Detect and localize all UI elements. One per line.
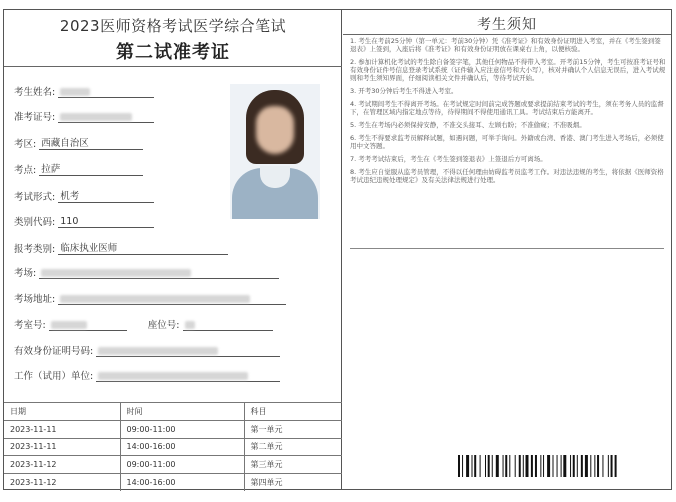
schedule-header-date: 日期	[4, 403, 120, 421]
exam-title: 2023医师资格考试医学综合笔试	[59, 17, 287, 35]
schedule-time: 09:00-11:00	[120, 456, 244, 474]
seat-label: 座位号:	[147, 320, 180, 331]
candidate-photo	[230, 84, 320, 219]
exam-point-value: 拉萨	[39, 161, 143, 176]
category-label: 报考类别:	[14, 244, 56, 255]
notice-item: 1. 考生在考前25分钟（第一单元：考前30分钟）凭《准考证》和有效身份证明进入考室，并在《考生签到签退表》上签到，入座后将《准考证》和有效身份证明放在课桌右上角，以便核验。	[350, 37, 661, 53]
id-number-label: 有效身份证明号码:	[14, 346, 94, 357]
schedule-header-row	[4, 403, 342, 421]
ticket-left-panel	[4, 10, 342, 489]
notice-end-divider	[350, 248, 664, 249]
venue-address-value-redacted	[58, 293, 286, 305]
schedule-subject: 第一单元	[244, 420, 342, 438]
notice-item: 3. 开考30分钟后考生不得进入考室。	[350, 87, 458, 95]
ticket-title: 第二试准考证	[116, 42, 230, 63]
employer-label: 工作（试用）单位:	[14, 371, 94, 382]
schedule-time: 14:00-16:00	[120, 474, 244, 492]
schedule-header-subject: 科目	[244, 403, 342, 421]
employer-value-redacted	[96, 370, 280, 382]
notice-list	[350, 37, 666, 189]
notice-item: 5. 考生在考场内必须保持安静，不准交头接耳、左顾右盼；不准偷窥；不准吸烟。	[350, 121, 586, 129]
room-value-redacted	[49, 319, 127, 331]
schedule-date: 2023-11-12	[4, 474, 120, 492]
barcode	[458, 455, 665, 477]
exam-point-field	[14, 161, 143, 175]
category-code-label: 类别代码:	[14, 217, 56, 228]
title-divider	[4, 66, 342, 67]
category-value: 临床执业医师	[58, 240, 228, 255]
exam-form-field	[14, 188, 154, 202]
category-field	[14, 240, 228, 254]
schedule-row	[4, 438, 342, 456]
venue-label: 考场:	[14, 268, 37, 279]
schedule-time: 09:00-11:00	[120, 420, 244, 438]
schedule-subject: 第三单元	[244, 456, 342, 474]
schedule-subject: 第二单元	[244, 438, 342, 456]
notice-divider	[343, 34, 671, 35]
category-code-field	[14, 214, 154, 228]
venue-field	[14, 265, 279, 279]
schedule-header-time: 时间	[120, 403, 244, 421]
exam-form-value: 机考	[58, 188, 154, 203]
schedule-time: 14:00-16:00	[120, 438, 244, 456]
category-code-value: 110	[58, 216, 154, 228]
ticket-number-value-redacted	[58, 111, 154, 123]
schedule-row	[4, 420, 342, 438]
notice-item: 2. 参加计算机化考试的考生除自备签字笔，其他任何物品不得带入考室。开考前15分钟，考生可按准考证号和有效身份证件号信息登录考试系统（证件输入应注意信号和大小写），核对并确认个人信息无误后，进入考试规则和考生须知界面，仔细阅读相关文件并确认后，等待考试开始。	[350, 58, 666, 82]
schedule-subject: 第四单元	[244, 474, 342, 492]
schedule-date: 2023-11-12	[4, 456, 120, 474]
employer-field	[14, 368, 280, 382]
schedule-date: 2023-11-11	[4, 420, 120, 438]
name-label: 考生姓名:	[14, 87, 56, 98]
exam-schedule-table	[4, 402, 342, 491]
id-number-field	[14, 343, 280, 357]
schedule-date: 2023-11-11	[4, 438, 120, 456]
schedule-row	[4, 474, 342, 492]
venue-value-redacted	[39, 267, 279, 279]
admission-ticket	[3, 9, 672, 490]
region-label: 考区:	[14, 139, 37, 150]
room-field	[14, 317, 273, 331]
ticket-number-label: 准考证号:	[14, 112, 56, 123]
exam-point-label: 考点:	[14, 165, 37, 176]
notice-title: 考生须知	[477, 17, 537, 33]
name-field	[14, 84, 154, 98]
room-label: 考室号:	[14, 320, 46, 331]
id-number-value-redacted	[96, 345, 280, 357]
schedule-row	[4, 456, 342, 474]
notice-panel	[343, 10, 671, 489]
ticket-number-field	[14, 109, 154, 123]
venue-address-field	[14, 291, 286, 305]
notice-item: 7. 考考考试结束后，考生在《考生签到签退表》上签退后方可离场。	[350, 155, 547, 163]
exam-form-label: 考试形式:	[14, 192, 56, 203]
seat-value-redacted	[183, 319, 273, 331]
name-value-redacted	[58, 86, 154, 98]
region-field	[14, 135, 143, 149]
notice-item: 4. 考试期间考生不得离开考场。在考试规定时间前完成答题或要求提前结束考试的考生，须在考务人员的监督下，在管理区域内指定地点等待，待得期间不得使用通讯工具。考试结束后方能离开。	[350, 100, 664, 116]
region-value: 西藏自治区	[39, 135, 143, 150]
notice-item: 8. 考生应自觉服从监考员管理，不得以任何理由妨碍监考员监考工作。对违法违规的考生，将依据《医师资格考试违纪违规处理规定》及有关法律法规进行处理。	[350, 168, 664, 184]
notice-item: 6. 考生不得要求监考员解释试题，如遇问题，可举手询问。外籍或台湾、香港、澳门考生进入考场后，必须使用中文答题。	[350, 134, 664, 150]
venue-address-label: 考场地址:	[14, 294, 56, 305]
